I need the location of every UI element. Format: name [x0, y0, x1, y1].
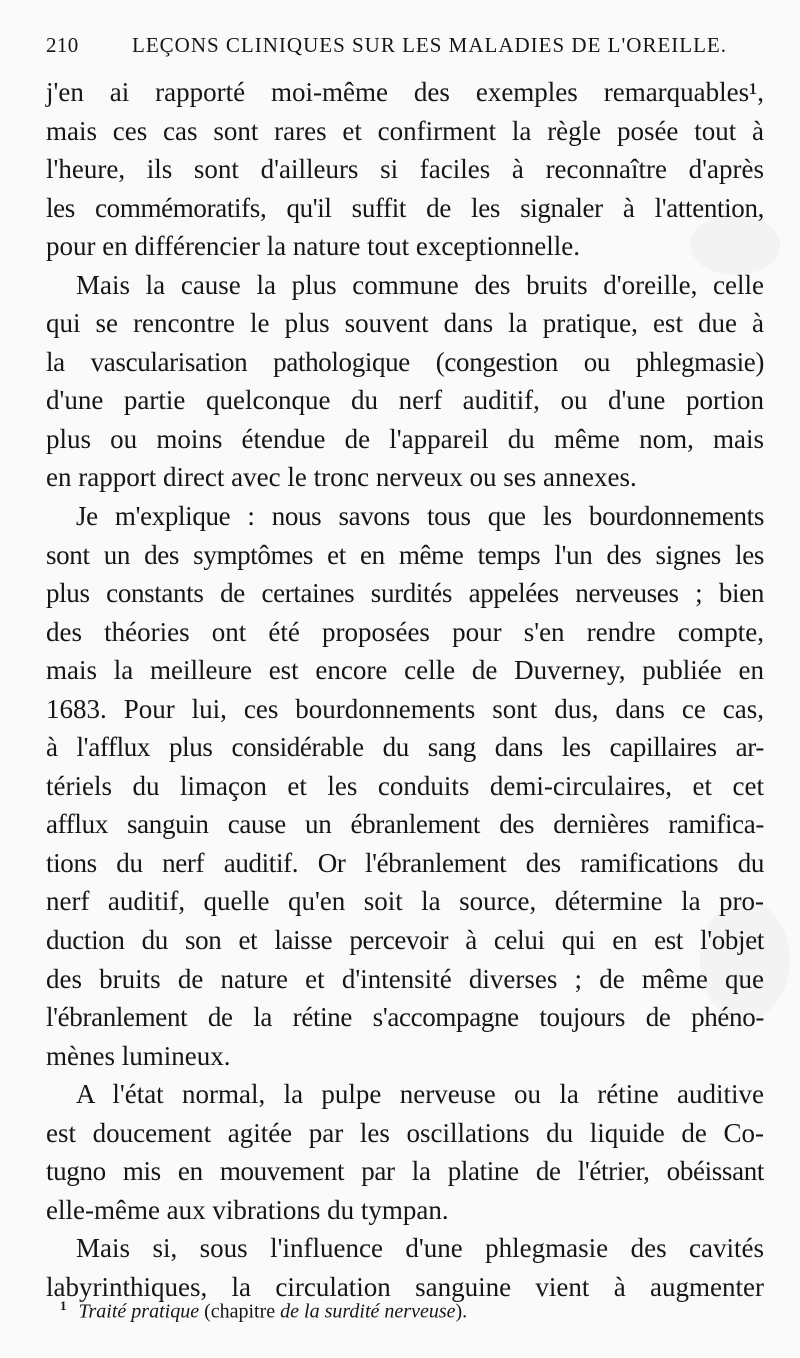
text-line: tugno mis en mouvement par la platine de l'étrier, obéissant: [46, 1156, 764, 1187]
text-line: 1683. Pour lui, ces bourdonnements sont dus, dans ce cas,: [46, 693, 764, 724]
text-line: l'heure, ils sont d'ailleurs si faciles à reconnaître d'après: [46, 154, 764, 185]
footnote-marker: 1: [60, 1298, 67, 1313]
text-line: duction du son et laisse percevoir à celui qui en est l'objet: [46, 925, 764, 956]
text-line: Mais la cause la plus commune des bruits d'oreille, celle: [76, 269, 764, 300]
text-line: plus constants de certaines surdités appelées nerveuses ; bien: [46, 578, 764, 609]
text-line: est doucement agitée par les oscillations du liquide de Co-: [46, 1117, 764, 1148]
text-line: tions du nerf auditif. Or l'ébranlement des ramifications du: [46, 847, 764, 878]
text-line: Je m'explique : nous savons tous que les bourdonnements: [76, 501, 764, 532]
text-line: mais la meilleure est encore celle de Duverney, publiée en: [46, 655, 764, 686]
text-line: plus ou moins étendue de l'appareil du même nom, mais: [46, 423, 764, 454]
running-head: [46, 33, 766, 63]
text-line: labyrinthiques, la circulation sanguine vient à augmenter: [46, 1271, 764, 1302]
text-line: la vascularisation pathologique (congestion ou phlegmasie): [46, 346, 764, 377]
text-line: les commémoratifs, qu'il suffit de les signaler à l'attention,: [46, 192, 764, 223]
text-line: en rapport direct avec le tronc nerveux ou ses annexes.: [46, 462, 637, 493]
text-line: à l'afflux plus considérable du sang dans les capillaires ar-: [46, 732, 764, 763]
text-line: j'en ai rapporté moi-même des exemples remarquables¹,: [46, 77, 764, 107]
text-line: afflux sanguin cause un ébranlement des dernières ramifica-: [46, 809, 764, 840]
body-text: [46, 73, 764, 1307]
text-line: d'une partie quelconque du nerf auditif, ou d'une portion: [46, 385, 764, 416]
footnote: [60, 1298, 467, 1324]
text-line: mais ces cas sont rares et confirment la règle posée tout à: [46, 115, 764, 146]
footnote-title: Traité pratique: [78, 1300, 200, 1323]
text-line: des bruits de nature et d'intensité diverses ; de même que: [46, 963, 764, 994]
text-line: nerf auditif, quelle qu'en soit la source, détermine la pro-: [46, 886, 764, 917]
text-line: des théories ont été proposées pour s'en rendre compte,: [46, 616, 764, 647]
footnote-text-end: ).: [455, 1300, 468, 1323]
text-line: tériels du limaçon et les conduits demi-circulaires, et cet: [46, 770, 764, 801]
text-line: elle-même aux vibrations du tympan.: [46, 1194, 449, 1225]
footnote-chapter: de la surdité nerveuse: [280, 1300, 456, 1323]
text-line: l'ébranlement de la rétine s'accompagne toujours de phéno-: [46, 1002, 764, 1033]
text-line: mènes lumineux.: [46, 1040, 231, 1071]
text-line: qui se rencontre le plus souvent dans la pratique, est due à: [46, 308, 764, 339]
page-number: 210: [46, 33, 79, 57]
text-line: sont un des symptômes et en même temps l'un des signes les: [46, 539, 764, 570]
footnote-text: (chapitre: [199, 1300, 281, 1323]
text-line: A l'état normal, la pulpe nerveuse ou la rétine auditive: [76, 1079, 764, 1110]
running-head-title: LEÇONS CLINIQUES SUR LES MALADIES DE L'OREILLE.: [132, 33, 728, 57]
text-line: Mais si, sous l'influence d'une phlegmasie des cavités: [76, 1233, 764, 1264]
text-line: pour en différencier la nature tout exceptionnelle.: [46, 231, 581, 262]
